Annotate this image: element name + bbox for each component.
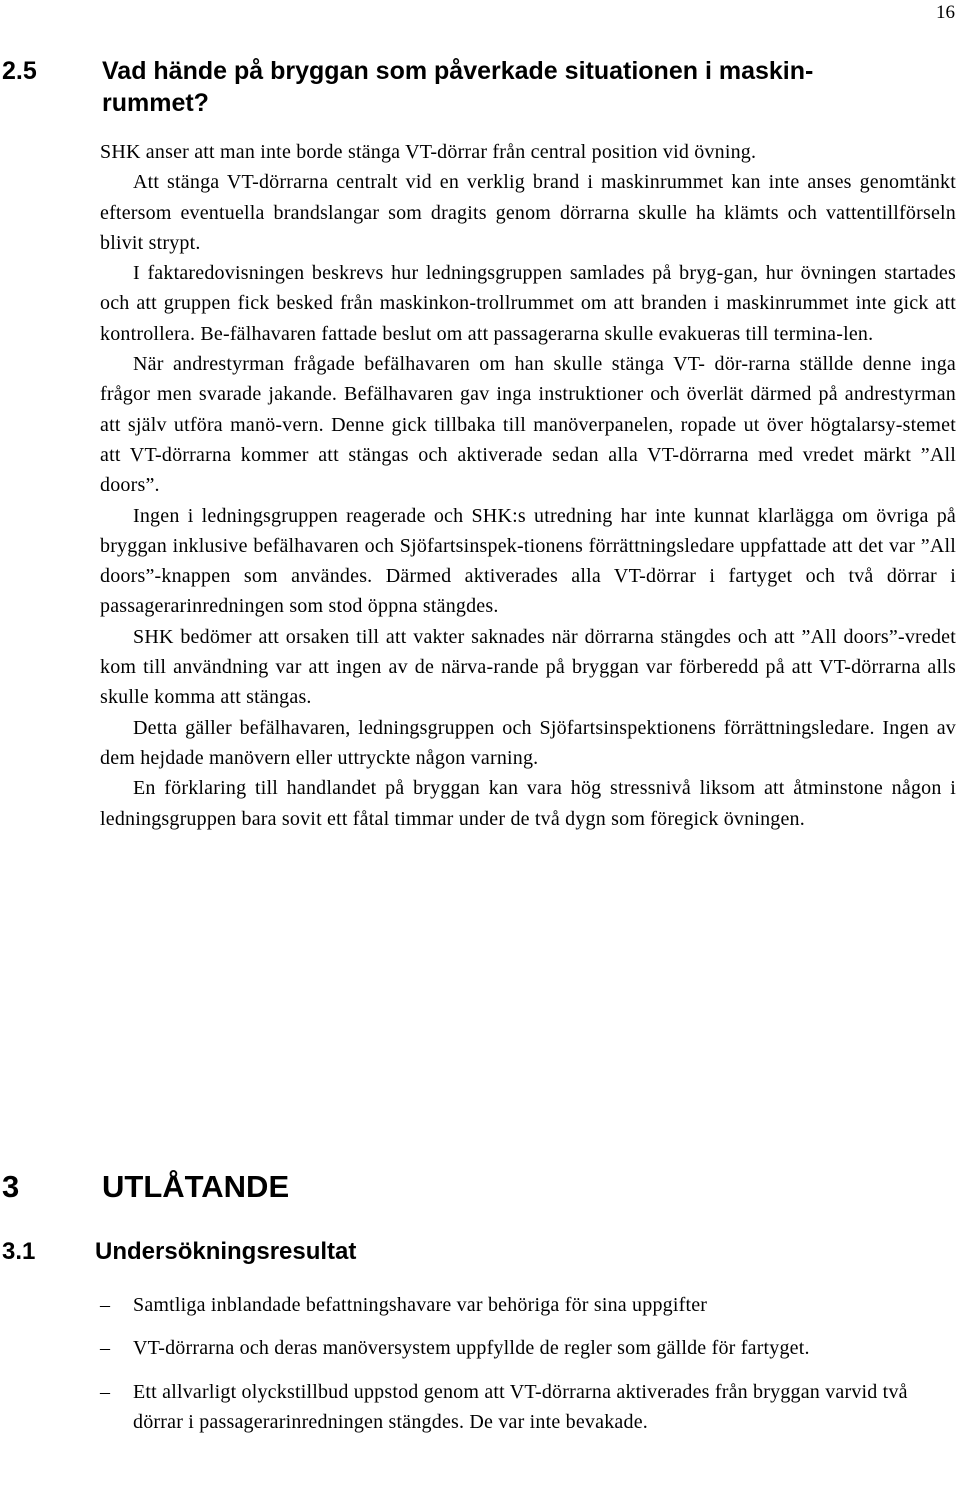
findings-list: [100, 1290, 940, 1450]
section-title: Vad hände på bryggan som påverkade situationen i maskin-rummet?: [102, 57, 814, 117]
page-number: 16: [936, 2, 955, 23]
dash-bullet-icon: –: [100, 1337, 111, 1360]
paragraph: En förklaring till handlandet på bryggan kan vara hög stressnivå liksom att åtminstone någon i ledningsgruppen bara sovit ett fåtal timmar under de två dygn som föregick övningen.: [100, 777, 956, 830]
section-number: 3.1: [2, 1238, 36, 1265]
section-title: Undersökningsresultat: [95, 1238, 357, 1265]
list-item-text: Ett allvarligt olyckstillbud uppstod genom att VT-dörrarna aktiverades från bryggan varvid två dörrar i passagerarinredningen stängdes. De var inte bevakade.: [133, 1380, 908, 1433]
paragraph: När andrestyrman frågade befälhavaren om han skulle stänga VT- dör-rarna ställde denne inga frågor men svarade jakande. Befälhavaren gav inga instruktioner och överlät därmed på andrestyrman att själv utföra manö-vern. Denne gick tillbaka till manöverpanelen, ropade ut över högtalarsy-stemet att VT-dörrarna kommer att stängas och aktiverade sedan alla VT-dörrarna med vredet märkt ”All doors”.: [100, 353, 956, 497]
dash-bullet-icon: –: [100, 1294, 111, 1316]
list-item: [100, 1333, 940, 1363]
list-item-text: Samtliga inblandade befattningshavare var behöriga för sina uppgifter: [133, 1294, 708, 1316]
list-item-text: VT-dörrarna och deras manöversystem uppfyllde de regler som gällde för fartyget.: [133, 1337, 810, 1360]
paragraph: Ingen i ledningsgruppen reagerade och SHK:s utredning har inte kunnat klarlägga om övriga på bryggan inklusive befälhavaren och Sjöfartsinspek-tionens förrättningsledare uppfattade att det var ”All doors”-knappen som användes. Därmed aktiverades alla VT-dörrar i fartyget och två dörrar i passagerarinredningen som stod öppna stängdes.: [100, 504, 956, 618]
section-number: 2.5: [2, 57, 37, 85]
chapter-title: UTLÅTANDE: [102, 1169, 290, 1204]
list-item: [100, 1290, 940, 1320]
list-item: [100, 1377, 940, 1438]
chapter-number: 3: [2, 1169, 20, 1204]
paragraph: Detta gäller befälhavaren, ledningsgruppen och Sjöfartsinspektionens förrättningsledare. Ingen av dem hejdade manövern eller uttryckte någon varning.: [100, 716, 956, 769]
paragraph: Att stänga VT-dörrarna centralt vid en verklig brand i maskinrummet kan inte anses genomtänkt eftersom eventuella brandslangar som dragits genom dörrarna skulle ha klämts och vattentillförseln blivit strypt.: [100, 171, 956, 254]
dash-bullet-icon: –: [100, 1380, 111, 1403]
paragraph: SHK anser att man inte borde stänga VT-dörrar från central position vid övning.: [100, 141, 757, 163]
paragraph: I faktaredovisningen beskrevs hur ledningsgruppen samlades på bryg-gan, hur övningen startades och att gruppen fick besked från maskinkon-trollrummet om att branden i maskinrummet inte gick att kontrollera. Be-fälhavaren fattade beslut om att passagerarna skulle evakueras till termina-len.: [100, 262, 956, 345]
section-body: [100, 137, 956, 834]
paragraph: SHK bedömer att orsaken till att vakter saknades när dörrarna stängdes och att ”All doors”-vredet kom till användning var att ingen av de närva-rande på bryggan var förberedd på att VT-dörrarna alls skulle komma att stängas.: [100, 625, 956, 709]
